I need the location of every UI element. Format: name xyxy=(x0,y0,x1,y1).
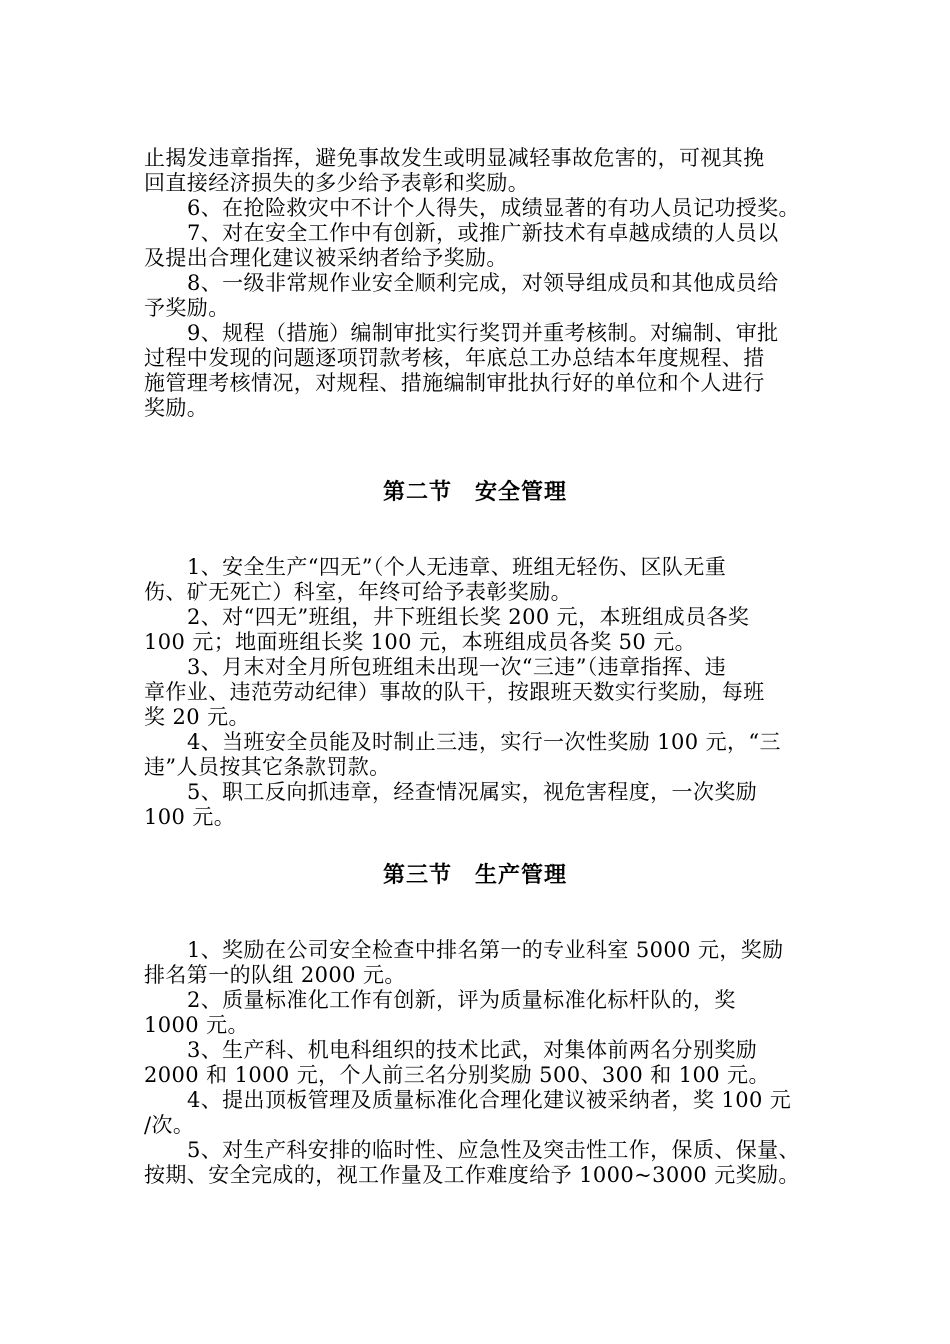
paragraph-line: 伤、矿无死亡）科室，年终可给予表彰奖励。 xyxy=(144,580,572,604)
section2-title: 第二节 安全管理 xyxy=(382,479,567,505)
paragraph-line: 2000 和 1000 元，个人前三名分别奖励 500、300 和 100 元。 xyxy=(144,1063,770,1087)
paragraph-line: 2、质量标准化工作有创新，评为质量标准化标杆队的，奖 xyxy=(187,988,736,1012)
paragraph-line: 违”人员按其它条款罚款。 xyxy=(144,755,391,779)
paragraph-line: 6、在抢险救灾中不计个人得失，成绩显著的有功人员记功授奖。 xyxy=(187,196,800,220)
paragraph-line: 1、奖励在公司安全检查中排名第一的专业科室 5000 元，奖励 xyxy=(187,938,784,962)
paragraph-line: 排名第一的队组 2000 元。 xyxy=(144,963,406,987)
paragraph-line: 100 元。 xyxy=(144,805,236,829)
paragraph-line: 4、提出顶板管理及质量标准化合理化建议被采纳者，奖 100 元 xyxy=(187,1088,792,1112)
paragraph-line: 9、规程（措施）编制审批实行奖罚并重考核制。对编制、审批 xyxy=(187,321,779,345)
paragraph-line: 7、对在安全工作中有创新，或推广新技术有卓越成绩的人员以 xyxy=(187,221,779,245)
paragraph-line: 奖励。 xyxy=(144,396,209,420)
paragraph-line: 过程中发现的问题逐项罚款考核，年底总工办总结本年度规程、措 xyxy=(144,346,765,370)
paragraph-line: 回直接经济损失的多少给予表彰和奖励。 xyxy=(144,171,530,195)
paragraph-line: 8、一级非常规作业安全顺利完成，对领导组成员和其他成员给 xyxy=(187,271,779,295)
paragraph-line: 2、对“四无”班组，井下班组长奖 200 元，本班组成员各奖 xyxy=(187,605,750,629)
section2-body xyxy=(144,555,814,830)
paragraph-line: 100 元；地面班组长奖 100 元，本班组成员各奖 50 元。 xyxy=(144,630,697,654)
paragraph-line: 及提出合理化建议被采纳者给予奖励。 xyxy=(144,246,508,270)
paragraph-line: 5、职工反向抓违章，经查情况属实，视危害程度，一次奖励 xyxy=(187,780,758,804)
paragraph-line: 予奖励。 xyxy=(144,296,230,320)
paragraph-line: 3、生产科、机电科组织的技术比武，对集体前两名分别奖励 xyxy=(187,1038,758,1062)
paragraph-line: 5、对生产科安排的临时性、应急性及突击性工作，保质、保量、 xyxy=(187,1138,800,1162)
paragraph-line: 1、安全生产“四无”（个人无违章、班组无轻伤、区队无重 xyxy=(187,555,727,579)
paragraph-line: 按期、安全完成的，视工作量及工作难度给予 1000~3000 元奖励。 xyxy=(144,1163,800,1187)
paragraph-line: 章作业、违范劳动纪律）事故的队干，按跟班天数实行奖励，每班 xyxy=(144,680,765,704)
paragraph-line: /次。 xyxy=(144,1113,195,1137)
paragraph-line: 施管理考核情况，对规程、措施编制审批执行好的单位和个人进行 xyxy=(144,371,765,395)
section3-body xyxy=(144,938,814,1188)
paragraph-line: 止揭发违章指挥，避免事故发生或明显减轻事故危害的，可视其挽 xyxy=(144,146,765,170)
paragraph-line: 3、月末对全月所包班组未出现一次“三违”（违章指挥、违 xyxy=(187,655,727,679)
paragraph-line: 奖 20 元。 xyxy=(144,705,250,729)
section3-title: 第三节 生产管理 xyxy=(382,862,567,888)
section1-body xyxy=(144,146,814,421)
paragraph-line: 1000 元。 xyxy=(144,1013,249,1037)
paragraph-line: 4、当班安全员能及时制止三违，实行一次性奖励 100 元，“三 xyxy=(187,730,781,754)
